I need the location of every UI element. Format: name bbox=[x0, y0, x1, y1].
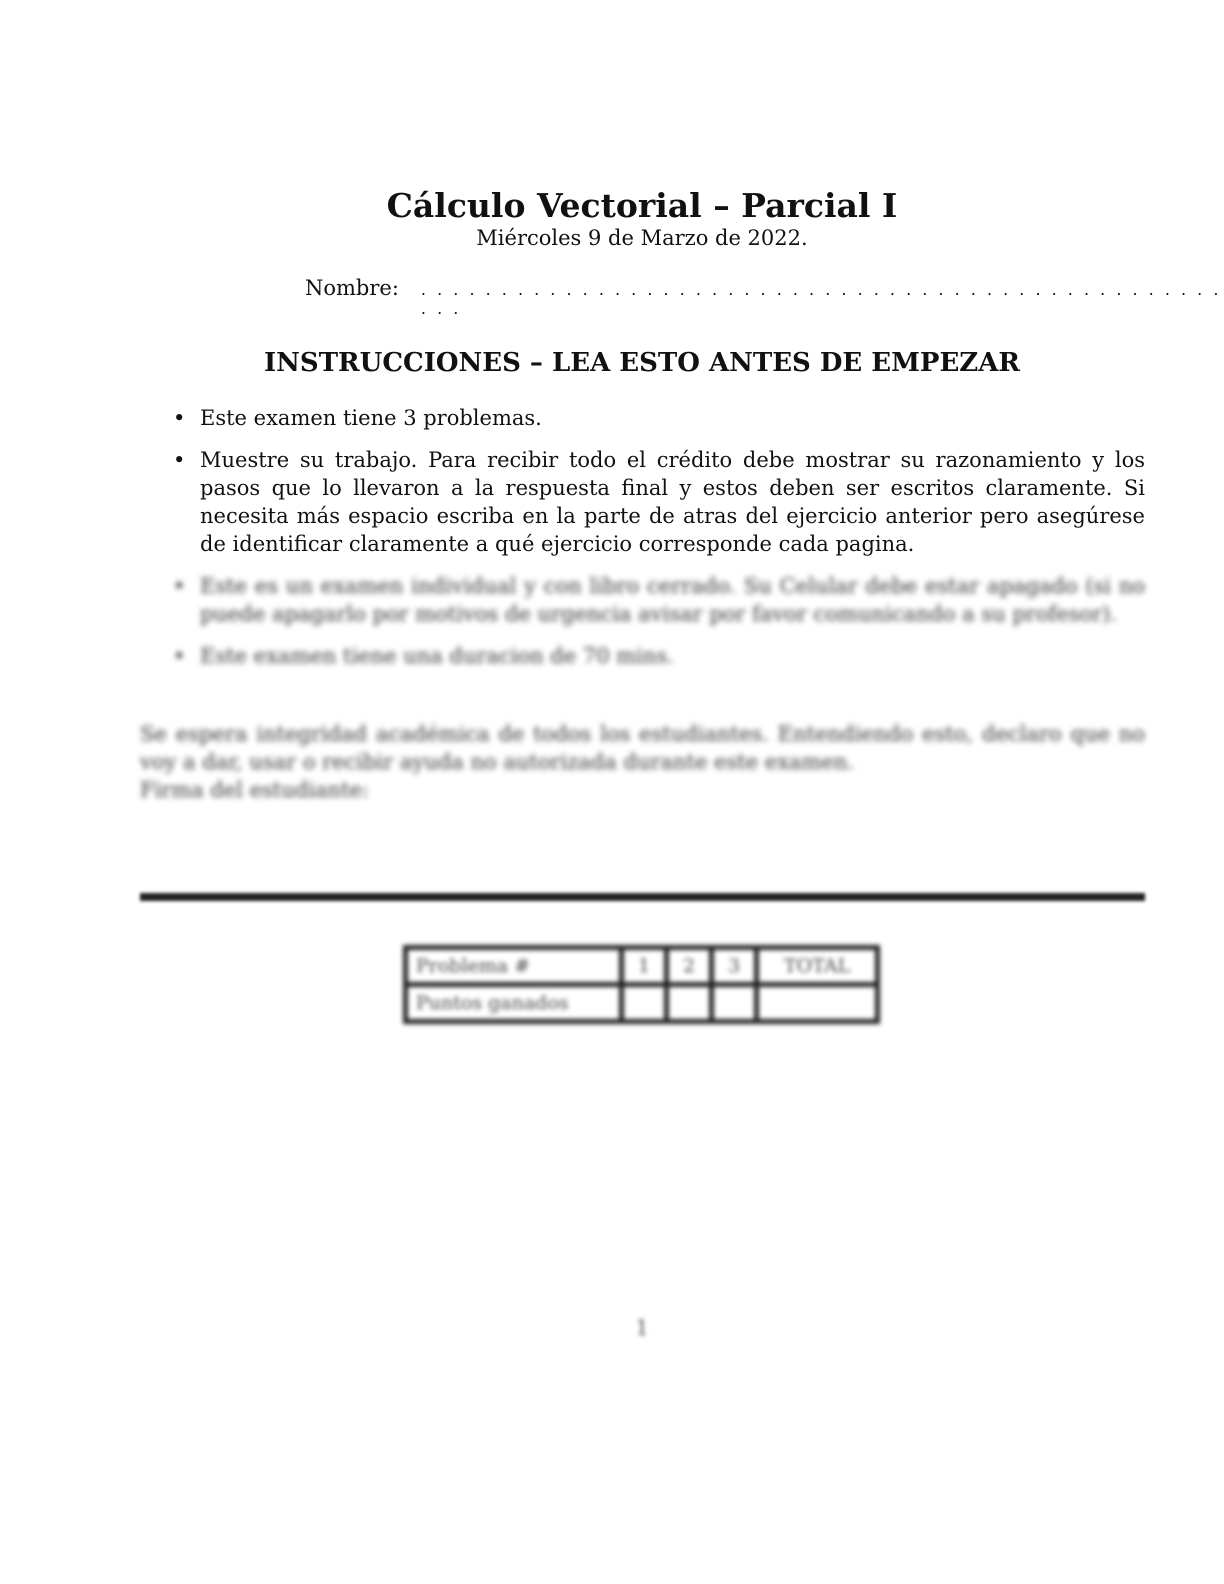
table-row bbox=[406, 948, 878, 985]
instruction-text: Este examen tiene una duracion de 70 mins. bbox=[200, 644, 674, 668]
bullet-icon: • bbox=[173, 644, 186, 668]
horizontal-divider bbox=[140, 893, 1145, 901]
table-cell: Problema # bbox=[406, 948, 622, 985]
bullet-icon: • bbox=[173, 406, 186, 430]
table-cell: TOTAL bbox=[757, 948, 878, 985]
instructions-heading: INSTRUCCIONES – LEA ESTO ANTES DE EMPEZAR bbox=[263, 348, 1021, 378]
instruction-item bbox=[173, 642, 1145, 670]
table-cell bbox=[757, 985, 878, 1022]
exam-title: Cálculo Vectorial – Parcial I bbox=[386, 186, 898, 225]
integrity-statement bbox=[140, 720, 1145, 804]
name-field bbox=[305, 276, 1224, 318]
table-cell bbox=[622, 985, 667, 1022]
table-row bbox=[406, 985, 878, 1022]
table-cell: 3 bbox=[712, 948, 757, 985]
integrity-text: Se espera integridad académica de todos los estudiantes. Entendiendo esto, declaro que no voy a dar, usar o recibir ayuda no autorizada durante este examen. bbox=[140, 722, 1145, 774]
table-cell: 2 bbox=[667, 948, 712, 985]
signature-label: Firma del estudiante: bbox=[140, 778, 370, 802]
name-dotted-line: . . . . . . . . . . . . . . . . . . . . . . . . . . . . . . . . . . . . . . . . . . . . . . . . . . . . . bbox=[420, 280, 1222, 318]
table-cell bbox=[667, 985, 712, 1022]
page-number: 1 bbox=[635, 1316, 649, 1340]
score-table bbox=[403, 945, 880, 1024]
bullet-icon: • bbox=[173, 448, 186, 472]
bullet-icon: • bbox=[173, 574, 186, 598]
name-label: Nombre: bbox=[305, 276, 399, 300]
score-table-container bbox=[403, 945, 880, 1024]
instruction-text: Este es un examen individual y con libro cerrado. Su Celular debe estar apagado (si no puede apagarlo por motivos de urgencia avisar por favor comunicando a su profesor). bbox=[200, 574, 1145, 626]
exam-date: Miércoles 9 de Marzo de 2022. bbox=[476, 226, 808, 250]
instruction-text: Muestre su trabajo. Para recibir todo el crédito debe mostrar su razonamiento y los pasos que lo llevaron a la respuesta final y estos deben ser escritos claramente. Si necesita más espacio escriba en la parte de atras del ejercicio anterior pero asegúrese de identificar claramente a qué ejercicio corresponde cada pagina. bbox=[200, 448, 1145, 556]
instruction-item bbox=[173, 404, 1145, 432]
instructions-list bbox=[173, 404, 1145, 684]
table-cell: 1 bbox=[622, 948, 667, 985]
table-cell bbox=[712, 985, 757, 1022]
instruction-text: Este examen tiene 3 problemas. bbox=[200, 406, 542, 430]
table-cell: Puntos ganados bbox=[406, 985, 622, 1022]
instruction-item bbox=[173, 572, 1145, 628]
instruction-item bbox=[173, 446, 1145, 558]
